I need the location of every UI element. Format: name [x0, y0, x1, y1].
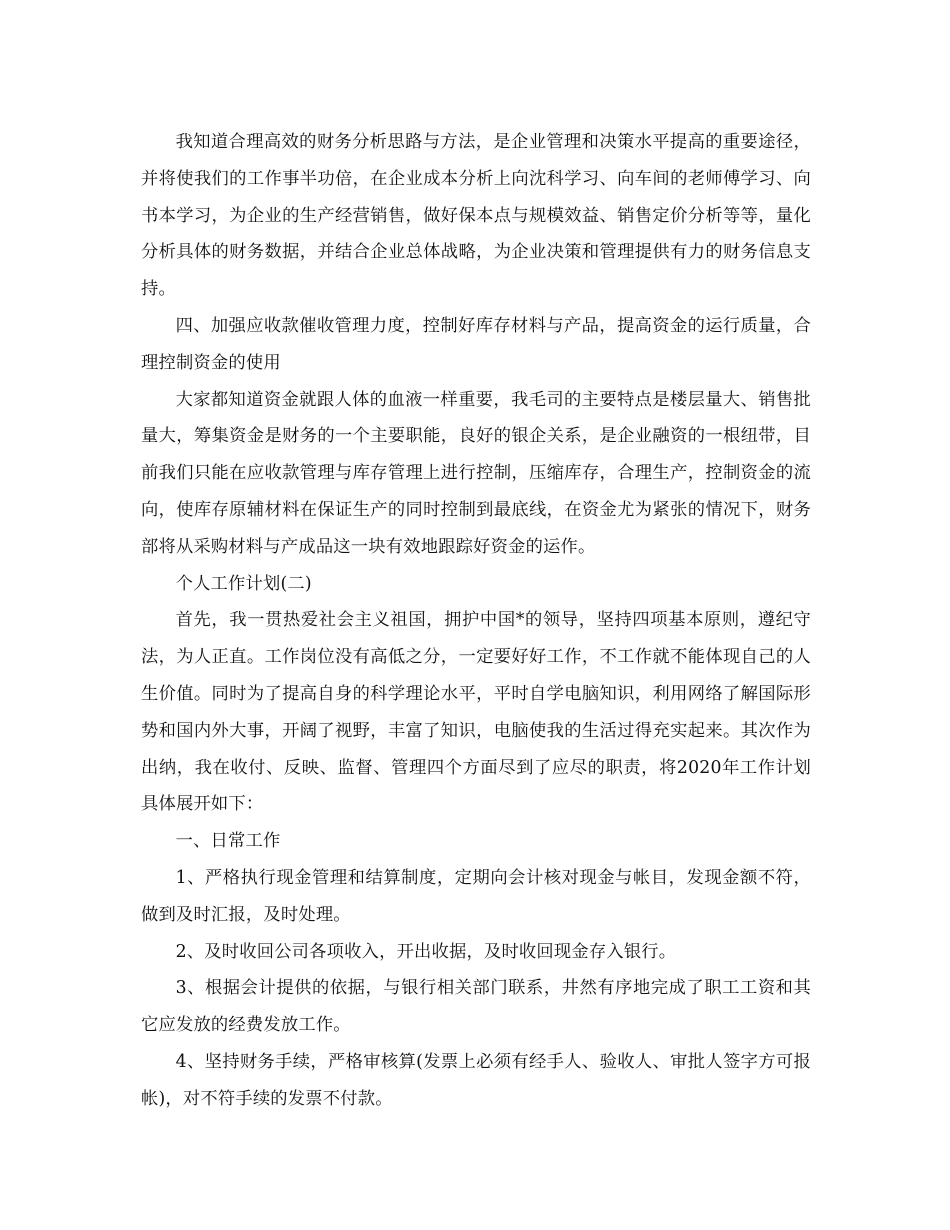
paragraph-financial-analysis: 我知道合理高效的财务分析思路与方法，是企业管理和决策水平提高的重要途径，并将使我们的工作事半功倍，在企业成本分析上向沈科学习、向车间的老师傅学习、向书本学习，为企业的生产经营销售，做好保本点与规模效益、销售定价分析等等，量化分析具体的财务数据，并结合企业总体战略，为企业决策和管理提供有力的财务信息支持。 [141, 132, 811, 300]
list-item-2: 2、及时收回公司各项收入，开出收据，及时收回现金存入银行。 [175, 941, 677, 962]
paragraph-capital-management: 大家都知道资金就跟人体的血液一样重要，我毛司的主要特点是楼层量大、销售批量大，筹集资金是财务的一个主要职能，良好的银企关系，是企业融资的一根纽带，目前我们只能在应收款管理与库存管理上进行控制，压缩库存，合理生产，控制资金的流向，使库存原辅材料在保证生产的同时控制到最底线，在资金尤为紧张的情况下，财务部将从采购材料与产成品这一块有效地跟踪好资金的运作。 [141, 389, 811, 557]
list-item-3: 3、根据会计提供的依据，与银行相关部门联系，井然有序地完成了职工工资和其它应发放的经费发放工作。 [141, 978, 811, 1036]
document-body [141, 124, 811, 1118]
paragraph-introduction: 首先，我一贯热爱社会主义祖国，拥护中国*的领导，坚持四项基本原则，遵纪守法，为人正直。工作岗位没有高低之分，一定要好好工作，不工作就不能体现自己的人生价值。同时为了提高自身的科学理论水平，平时自学电脑知识，利用网络了解国际形势和国内外大事，开阔了视野，丰富了知识，电脑使我的生活过得充实起来。其次作为出纳，我在收付、反映、监督、管理四个方面尽到了应尽的职责，将2020年工作计划具体展开如下： [141, 610, 811, 815]
section-heading-daily-work: 一、日常工作 [175, 831, 281, 852]
document-subtitle: 个人工作计划(二) [175, 573, 312, 594]
list-item-1: 1、严格执行现金管理和结算制度，定期向会计核对现金与帐目，发现金额不符，做到及时汇报，及时处理。 [141, 867, 811, 925]
section-heading-receivables: 四、加强应收款催收管理力度，控制好库存材料与产品，提高资金的运行质量，合理控制资金的使用 [141, 315, 811, 373]
list-item-4: 4、坚持财务手续，严格审核算(发票上必须有经手人、验收人、审批人签字方可报帐)，对不符手续的发票不付款。 [141, 1051, 811, 1109]
